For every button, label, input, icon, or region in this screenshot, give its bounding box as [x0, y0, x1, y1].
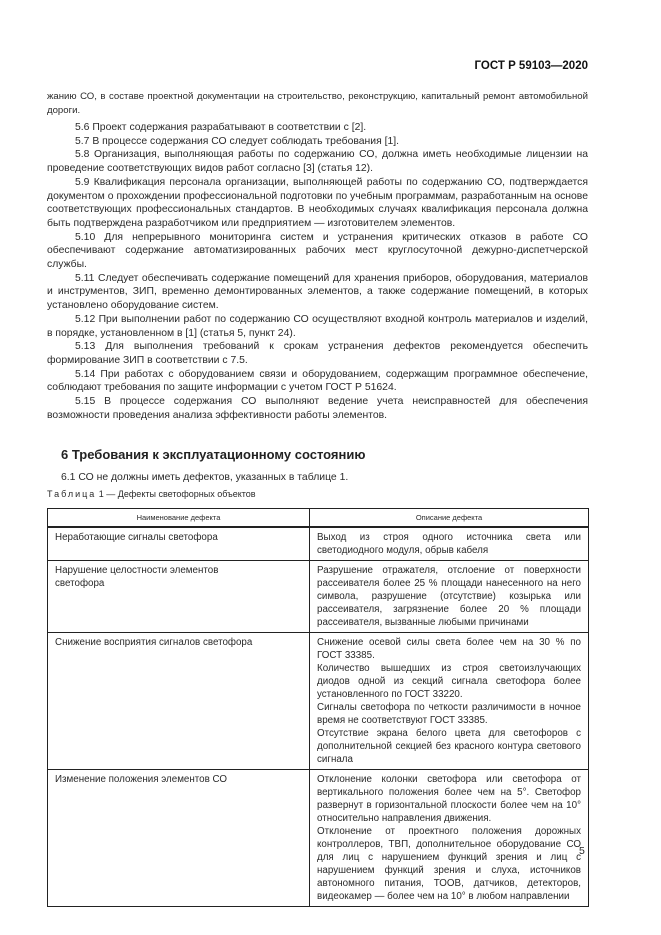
description-line: Снижение осевой силы света более чем на 30 % по ГОСТ 33385. [317, 637, 581, 661]
table-row [48, 527, 589, 561]
description-line: Отклонение колонки светофора или светофора от вертикального положения более чем на 5°. Светофор развернут в горизонтальной плоскости более чем на 10° относительно направления движения. [317, 774, 581, 824]
description-line: Отсутствие экрана белого цвета для светофоров с дополнительной секцией без красного контура светового сигнала [317, 728, 581, 765]
body-text [47, 121, 588, 422]
paragraph-5-11: 5.11 Следует обеспечивать содержание помещений для хранения приборов, оборудования, материалов и инструментов, ЗИП, временно демонтированных элементов, а также содержание помещений, в которых установлено оборудование систем. [47, 272, 588, 312]
table-caption-title: 1 — Дефекты светофорных объектов [96, 489, 256, 499]
defect-description [310, 527, 589, 561]
paragraph-5-7: 5.7 В процессе содержания СО следует соблюдать требования [1]. [75, 135, 400, 147]
defect-name: Снижение восприятия сигналов светофора [48, 633, 310, 770]
defect-name: Нарушение целостности элементов светофора [48, 561, 310, 633]
body-text-top [47, 90, 588, 117]
paragraph-continued: жанию СО, в составе проектной документации на строительство, реконструкцию, капитальный ремонт автомобильной дороги. [47, 91, 588, 116]
paragraph-5-13: 5.13 Для выполнения требований к срокам устранения дефектов рекомендуется обеспечить формирование ЗИП в соответствии с 7.5. [47, 341, 588, 366]
paragraph-5-15: 5.15 В процессе содержания СО выполняют ведение учета неисправностей для обеспечения возможности проведения анализа эффективности работы элементов. [47, 396, 588, 421]
paragraph-5-10: 5.10 Для непрерывного мониторинга систем и устранения критических отказов в работе СО обеспечивают содержание автоматизированных рабочих мест круглосуточной дежурно-диспетчерской службы. [47, 231, 588, 271]
table-caption-label: Таблица [47, 489, 97, 499]
table-caption [47, 489, 256, 499]
column-header-description: Описание дефекта [310, 509, 589, 528]
paragraph-5-12: 5.12 При выполнении работ по содержанию СО осуществляют входной контроль материалов и изделий, в порядке, установленном в [1] (статья 5, пункт 24). [47, 313, 588, 339]
paragraph-6-1: 6.1 СО не должны иметь дефектов, указанных в таблице 1. [61, 472, 349, 483]
table-row [48, 633, 589, 770]
description-line: Количество вышедших из строя светоизлучающих диодов одной из секций сигнала светофора более установленного по ГОСТ 33220. [317, 663, 581, 700]
table-row [48, 770, 589, 907]
document-header: ГОСТ Р 59103—2020 [474, 60, 588, 72]
description-line: Отклонение от проектного положения дорожных контроллеров, ТВП, дополнительное оборудование СО для лиц с нарушением функций зрения и лиц с нарушением функций зрения и слуха, источников автономного питания, ТООВ, датчиков, детекторов, видеокамер — более чем на 10° в любом направлении [317, 826, 581, 902]
defects-table [47, 508, 589, 907]
table-header-row [48, 509, 589, 528]
paragraph-5-14: 5.14 При работах с оборудованием связи и оборудованием, содержащим программное обеспечение, соблюдают требования по защите информации с учетом ГОСТ Р 51624. [47, 368, 588, 394]
defect-name: Неработающие сигналы светофора [48, 527, 310, 561]
page-number: 5 [579, 845, 585, 857]
section-title: 6 Требования к эксплуатационному состоянию [61, 447, 366, 462]
description-line: Сигналы светофора по четкости различимости в ночное время не соответствуют ГОСТ 33385. [317, 702, 581, 726]
paragraph-5-8: 5.8 Организация, выполняющая работы по содержанию СО, должна иметь необходимые лицензии на проведение соответствующих видов работ согласно [3] (статья 12). [47, 149, 588, 175]
paragraph-5-9: 5.9 Квалификация персонала организации, выполняющей работы по содержанию СО, подтверждается документом о прохождении профессиональной подготовки по учебным программам, разработанным на основе соответствующих профессиональных стандартов. В необходимых случаях квалификация персонала должна быть подтверждена разработчиком или предприятием — изготовителем элементов. [47, 176, 588, 229]
defect-description [310, 770, 589, 907]
defect-name: Изменение положения элементов СО [48, 770, 310, 907]
table-row [48, 561, 589, 633]
description-line: Разрушение отражателя, отслоение от поверхности рассеивателя более 25 % площади нанесенного на него символа, разрушение (отсутствие) козырька или рассеивателя, загрязнение более 20 % площади рассеивателя, вызванные любыми причинами [317, 565, 581, 628]
defect-description [310, 561, 589, 633]
description-line: Выход из строя одного источника света или светодиодного модуля, обрыв кабеля [317, 532, 581, 556]
defect-description [310, 633, 589, 770]
paragraph-5-6: 5.6 Проект содержания разрабатывают в соответствии с [2]. [75, 122, 367, 133]
column-header-name: Наименование дефекта [48, 509, 310, 528]
